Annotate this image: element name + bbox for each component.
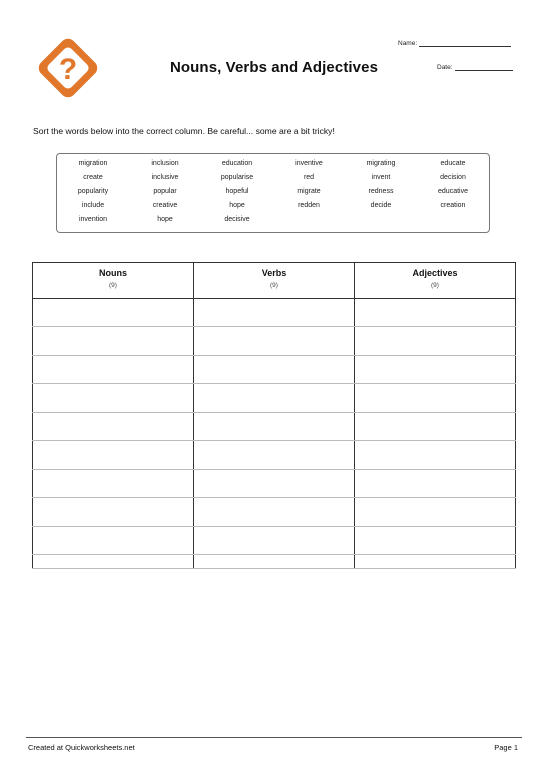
answer-cell[interactable] [194, 441, 355, 470]
answer-cell[interactable] [33, 527, 194, 555]
answer-cell[interactable] [33, 441, 194, 470]
answer-cell[interactable] [33, 299, 194, 327]
answer-cell[interactable] [355, 356, 516, 384]
name-label: Name: [398, 40, 418, 47]
date-label: Date: [437, 64, 453, 71]
answer-cell[interactable] [355, 299, 516, 327]
answer-cell[interactable] [194, 299, 355, 327]
answer-row [33, 327, 516, 356]
word-bank-item: redness [368, 188, 394, 195]
answer-row [33, 441, 516, 470]
worksheet-title: Nouns, Verbs and Adjectives [169, 59, 379, 76]
answer-row [33, 356, 516, 384]
word-bank-item: inclusive [151, 174, 179, 181]
answer-cell[interactable] [355, 413, 516, 441]
answer-row [33, 527, 516, 555]
word-bank-item: invention [78, 216, 108, 223]
word-bank-item: education [221, 160, 253, 167]
column-count: (9) [270, 282, 278, 289]
answer-row [33, 555, 516, 569]
word-bank-item: creation [440, 202, 466, 209]
answer-cell[interactable] [194, 384, 355, 413]
column-count: (9) [109, 282, 117, 289]
word-bank-item: inventive [295, 160, 323, 167]
word-bank-item: hope [157, 216, 173, 223]
column-verbs [194, 263, 355, 299]
answer-cell[interactable] [33, 498, 194, 527]
footer-divider [26, 737, 522, 738]
word-bank-item: educative [438, 188, 468, 195]
answer-cell[interactable] [194, 527, 355, 555]
answer-cell[interactable] [194, 413, 355, 441]
date-line[interactable] [455, 64, 513, 71]
word-bank-item: migrate [297, 188, 321, 195]
column-title: Adjectives [412, 268, 458, 278]
page-number: Page 1 [494, 743, 518, 752]
column-nouns [33, 263, 194, 299]
word-bank-item: hopeful [225, 188, 249, 195]
answer-cell[interactable] [355, 441, 516, 470]
word-bank-item: hope [229, 202, 245, 209]
word-bank-item: decide [370, 202, 392, 209]
table-header-row [33, 263, 516, 299]
answer-cell[interactable] [194, 555, 355, 569]
word-bank-item: creative [152, 202, 178, 209]
word-bank-item: red [303, 174, 315, 181]
word-bank-item: decision [440, 174, 466, 181]
answer-cell[interactable] [33, 413, 194, 441]
answer-cell[interactable] [355, 327, 516, 356]
word-bank-item: popularise [220, 174, 254, 181]
word-bank-item: include [81, 202, 105, 209]
answer-cell[interactable] [33, 356, 194, 384]
instructions: Sort the words below into the correct column. Be careful... some are a bit tricky! [33, 126, 335, 136]
word-bank-item: educate [440, 160, 466, 167]
word-bank-item: popular [153, 188, 177, 195]
column-title: Verbs [261, 268, 287, 278]
answer-row [33, 299, 516, 327]
svg-text:?: ? [58, 53, 78, 86]
answer-cell[interactable] [33, 555, 194, 569]
word-bank-item: redden [298, 202, 320, 209]
answer-cell[interactable] [194, 356, 355, 384]
column-count: (9) [431, 282, 439, 289]
answer-cell[interactable] [33, 327, 194, 356]
answer-cell[interactable] [355, 527, 516, 555]
column-adjectives [355, 263, 516, 299]
word-bank-item: migration [78, 160, 108, 167]
column-title: Nouns [99, 268, 127, 278]
answer-cell[interactable] [194, 470, 355, 498]
name-field[interactable] [398, 40, 511, 47]
name-line[interactable] [419, 40, 511, 47]
answer-row [33, 384, 516, 413]
word-bank-item: popularity [77, 188, 109, 195]
answer-cell[interactable] [33, 470, 194, 498]
answer-cell[interactable] [194, 498, 355, 527]
footer-credit: Created at Quickworksheets.net [28, 743, 135, 752]
word-bank-item: create [83, 174, 103, 181]
answer-cell[interactable] [33, 384, 194, 413]
answer-row [33, 470, 516, 498]
answer-row [33, 413, 516, 441]
date-field[interactable] [437, 64, 513, 71]
sorting-table [32, 262, 516, 569]
answer-cell[interactable] [355, 470, 516, 498]
word-bank-item: migrating [366, 160, 396, 167]
word-bank-item: decisive [224, 216, 250, 223]
answer-cell[interactable] [194, 327, 355, 356]
answer-cell[interactable] [355, 498, 516, 527]
answer-cell[interactable] [355, 555, 516, 569]
word-bank [56, 153, 490, 233]
word-bank-item: inclusion [151, 160, 179, 167]
word-bank-item: invent [371, 174, 391, 181]
answer-cell[interactable] [355, 384, 516, 413]
answer-row [33, 498, 516, 527]
